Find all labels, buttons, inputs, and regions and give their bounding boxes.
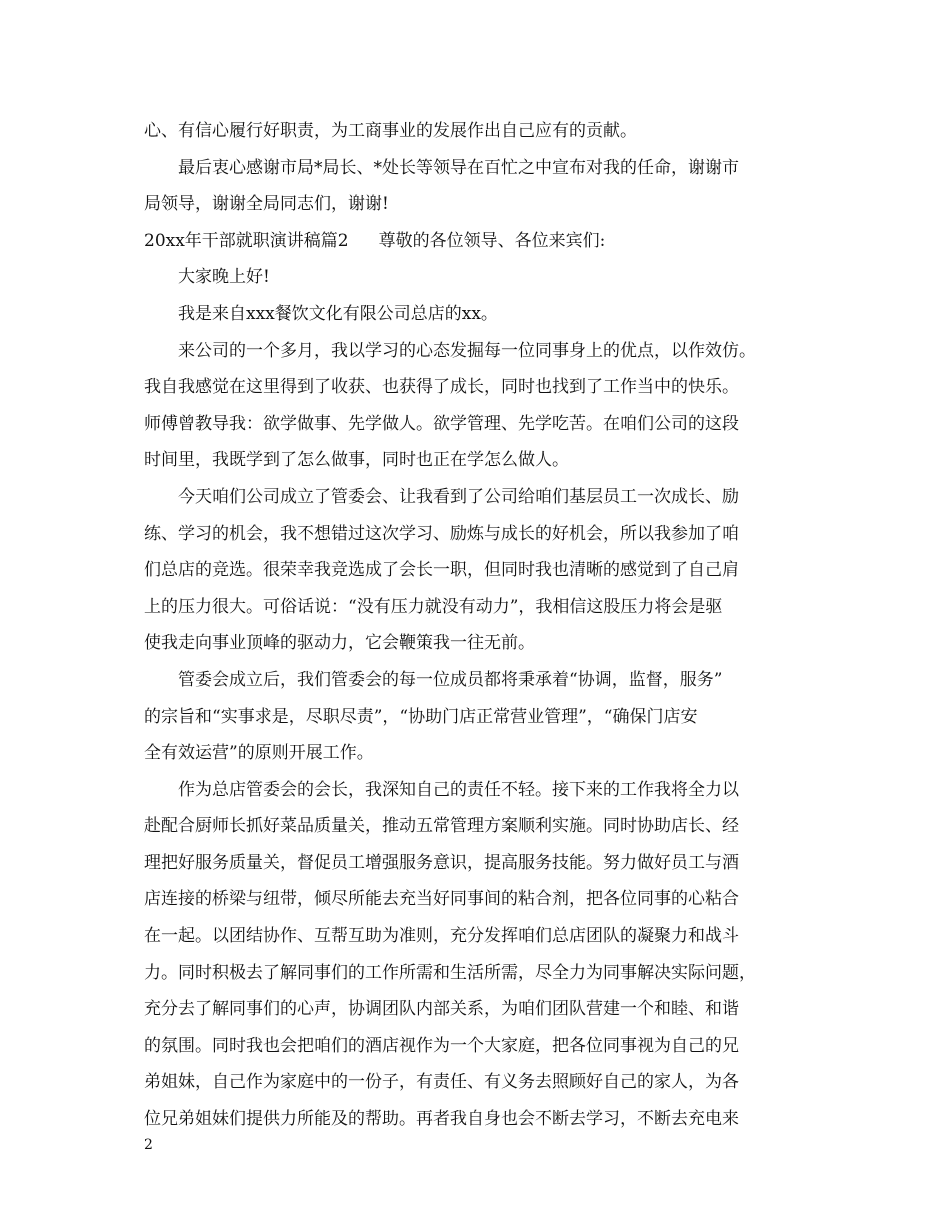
text-line: 理把好服务质量关，督促员工增强服务意识，提高服务技能。努力做好员工与酒	[144, 852, 739, 873]
text-line: 在一起。以团结协作、互帮互助为准则，充分发挥咱们总店团队的凝聚力和战斗	[144, 926, 739, 947]
salutation: 尊敬的各位领导、各位来宾们:	[378, 230, 606, 251]
text-line: 时间里，我既学到了怎么做事，同时也正在学怎么做人。	[144, 450, 569, 471]
text-line: 师傅曾教导我：欲学做事、先学做人。欲学管理、先学吃苦。在咱们公司的这段	[144, 413, 739, 434]
text-line: 使我走向事业顶峰的驱动力，它会鞭策我一往无前。	[144, 633, 535, 654]
text-line: 充分去了解同事们的心声，协调团队内部关系，为咱们团队营建一个和睦、和谐	[144, 999, 739, 1020]
text-line: 上的压力很大。可俗话说：“没有压力就没有动力”，我相信这股压力将会是驱	[144, 596, 723, 617]
page-number: 2	[144, 1137, 153, 1153]
text-line: 位兄弟姐妹们提供力所能及的帮助。再者我自身也会不断去学习，不断去充电来	[144, 1109, 739, 1130]
text-line: 们总店的竞选。很荣幸我竞选成了会长一职，但同时我也清晰的感觉到了自己肩	[144, 560, 739, 581]
text-line: 全有效运营”的原则开展工作。	[144, 743, 374, 764]
text-line: 管委会成立后，我们管委会的每一位成员都将秉承着“协调，监督，服务”	[178, 669, 723, 690]
section-heading-line	[144, 223, 804, 260]
body-text	[144, 113, 804, 1138]
section-heading: 20xx年干部就职演讲稿篇2	[144, 230, 349, 251]
text-line: 的宗旨和“实事求是，尽职尽责”，“协助门店正常营业管理”，“确保门店安	[144, 706, 698, 727]
text-line: 来公司的一个多月，我以学习的心态发掘每一位同事身上的优点，以作效仿。	[178, 340, 756, 361]
text-line: 我是来自xxx餐饮文化有限公司总店的xx。	[178, 303, 498, 324]
text-line: 赴配合厨师长抓好菜品质量关，推动五常管理方案顺利实施。同时协助店长、经	[144, 816, 739, 837]
text-line: 我自我感觉在这里得到了收获、也获得了成长，同时也找到了工作当中的快乐。	[144, 377, 739, 398]
text-line: 最后衷心感谢市局*局长、*处长等领导在百忙之中宣布对我的任命，谢谢市	[178, 157, 739, 178]
text-line: 弟姐妹，自己作为家庭中的一份子，有责任、有义务去照顾好自己的家人，为各	[144, 1072, 739, 1093]
text-line: 力。同时积极去了解同事们的工作所需和生活所需，尽全力为同事解决实际问题，	[144, 962, 756, 983]
text-line: 练、学习的机会，我不想错过这次学习、励炼与成长的好机会，所以我参加了咱	[144, 523, 739, 544]
text-line: 今天咱们公司成立了管委会、让我看到了公司给咱们基层员工一次成长、励	[178, 486, 739, 507]
text-line: 的氛围。同时我也会把咱们的酒店视作为一个大家庭，把各位同事视为自己的兄	[144, 1035, 739, 1056]
text-line: 局领导，谢谢全局同志们，谢谢!	[144, 194, 389, 215]
text-line: 大家晚上好!	[178, 267, 270, 288]
text-line: 作为总店管委会的会长，我深知自己的责任不轻。接下来的工作我将全力以	[178, 779, 739, 800]
text-line: 店连接的桥梁与纽带，倾尽所能去充当好同事间的粘合剂，把各位同事的心粘合	[144, 889, 739, 910]
text-line: 心、有信心履行好职责，为工商事业的发展作出自己应有的贡献。	[144, 121, 637, 141]
